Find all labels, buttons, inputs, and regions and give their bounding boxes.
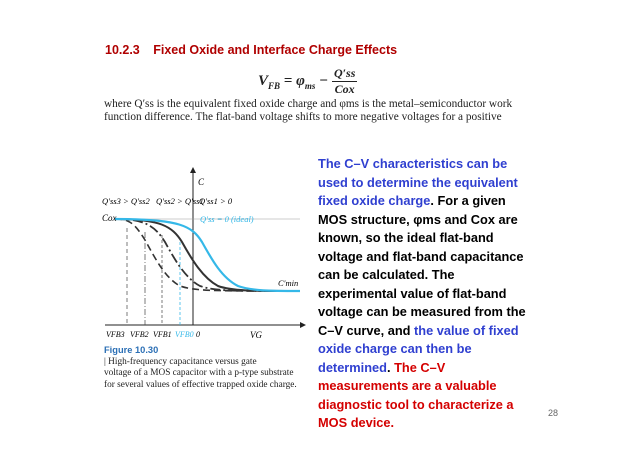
eq-lhs-sub: FB <box>268 80 281 91</box>
caption-line: | High-frequency capacitance versus gate <box>104 356 257 367</box>
vfb2-tick: VFB2 <box>130 330 149 339</box>
eq-numerator: Q′ss <box>333 66 356 80</box>
cox-label: Cox <box>102 213 117 223</box>
para-highlight: determined <box>318 359 387 375</box>
figure-caption <box>104 345 314 391</box>
para-line: diagnostic tool to characterize a <box>318 396 514 412</box>
para-line: experimental value of flat-band <box>318 285 507 301</box>
curve-qss2 <box>115 219 300 291</box>
eq-sign: = <box>280 72 297 89</box>
curve-ideal <box>115 219 300 291</box>
eq-minus: − <box>315 72 332 89</box>
eq-phi: φ <box>296 72 305 89</box>
para-text: . <box>386 359 395 375</box>
para-highlight: fixed oxide charge <box>318 193 431 208</box>
para-highlight: the value of fixed <box>414 322 519 338</box>
book-excerpt <box>104 98 524 124</box>
book-line: function difference. The flat-band voltage shifts to more negative voltages for a positive <box>104 111 502 123</box>
para-line: voltage and flat-band capacitance <box>318 248 524 264</box>
para-text: . For a given <box>430 193 506 208</box>
para-line: MOS structure, φms and Cox are <box>318 211 518 227</box>
flatband-equation <box>258 66 357 97</box>
qss-order-label-1: Q′ss3 > Q′ss2 <box>102 196 150 206</box>
para-line: known, so the ideal flat-band <box>318 230 494 245</box>
vg-axis-label: VG <box>250 330 262 340</box>
eq-phi-sub: ms <box>304 80 316 91</box>
para-line: The C–V characteristics can be <box>318 156 508 171</box>
vfb3-tick: VFB3 <box>106 330 125 339</box>
section-title <box>105 43 397 57</box>
qss-order-label-2: Q′ss2 > Q′ss1 <box>156 196 204 206</box>
para-line: can be calculated. The <box>318 267 455 282</box>
para-line: used to determine the equivalent <box>318 174 518 190</box>
qss-order-label-3: Q′ss1 > 0 <box>199 196 233 206</box>
para-text: C–V curve, and <box>318 322 415 338</box>
cmin-label: C′min <box>278 278 299 288</box>
vfb1-tick: VFB1 <box>153 330 172 339</box>
para-line: voltage can be measured from the <box>318 304 526 319</box>
c-axis-label: C <box>198 177 205 187</box>
caption-line: voltage of a MOS capacitor with a p-type substrate <box>104 368 294 378</box>
para-line: measurements are a valuable <box>318 378 497 393</box>
page-number: 28 <box>548 408 559 418</box>
para-line: MOS device. <box>318 415 395 430</box>
zero-tick: 0 <box>196 330 200 339</box>
section-heading: Fixed Oxide and Interface Charge Effects <box>153 43 398 57</box>
ideal-label: Q′ss = 0 (ideal) <box>200 214 254 224</box>
caption-line: for several values of effective trapped oxide charge. <box>104 379 297 390</box>
eq-denominator: Cox <box>334 82 355 96</box>
curve-qss1 <box>115 219 300 291</box>
figure-number: Figure 10.30 <box>104 345 159 355</box>
eq-fraction <box>332 66 357 97</box>
book-line: where Q′ss is the equivalent fixed oxide charge and φms is the metal–semiconductor work <box>104 98 513 110</box>
cv-figure <box>100 160 315 345</box>
eq-lhs: V <box>258 72 269 89</box>
curve-qss3 <box>115 219 300 291</box>
explanation-paragraph <box>318 155 563 433</box>
para-emphasis: The C–V <box>394 359 446 375</box>
para-line: oxide charge can then be <box>318 341 472 356</box>
vfb0-tick: VFB0 <box>175 330 194 339</box>
section-number: 10.2.3 <box>105 43 140 57</box>
